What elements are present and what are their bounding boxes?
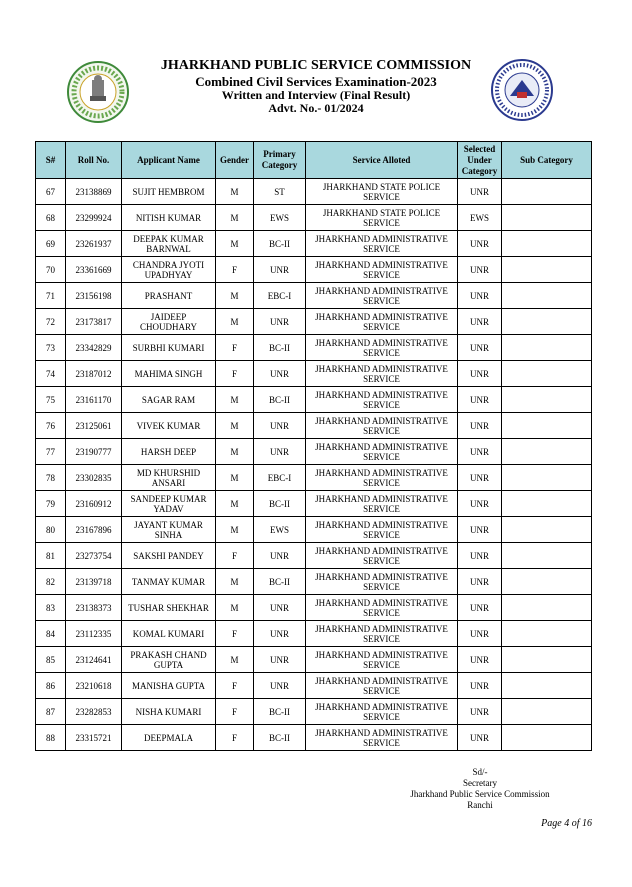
table-cell (502, 205, 592, 231)
table-cell: 23173817 (66, 309, 122, 335)
table-row (36, 309, 592, 335)
table-row (36, 335, 592, 361)
column-header: S# (36, 142, 66, 179)
table-cell (502, 647, 592, 673)
table-cell: F (216, 699, 254, 725)
table-row (36, 647, 592, 673)
table-cell: UNR (458, 335, 502, 361)
signatory-place: Ranchi (467, 800, 493, 810)
table-cell: BC-II (254, 491, 306, 517)
table-cell: 79 (36, 491, 66, 517)
table-cell: M (216, 309, 254, 335)
table-cell: 78 (36, 465, 66, 491)
table-cell: 23160912 (66, 491, 122, 517)
table-cell: 23282853 (66, 699, 122, 725)
table-cell: TUSHAR SHEKHAR (122, 595, 216, 621)
table-row (36, 621, 592, 647)
table-cell: M (216, 413, 254, 439)
table-cell: NITISH KUMAR (122, 205, 216, 231)
table-cell: M (216, 569, 254, 595)
table-cell: BC-II (254, 231, 306, 257)
commission-title: JHARKHAND PUBLIC SERVICE COMMISSION (160, 58, 472, 73)
table-cell: 23210618 (66, 673, 122, 699)
table-cell: 23273754 (66, 543, 122, 569)
signatory-org: Jharkhand Public Service Commission (410, 789, 550, 799)
table-cell (502, 413, 592, 439)
table-cell: M (216, 595, 254, 621)
table-cell (502, 465, 592, 491)
table-cell: ST (254, 179, 306, 205)
signature-block (380, 767, 580, 811)
table-cell: HARSH DEEP (122, 439, 216, 465)
table-cell: JHARKHAND ADMINISTRATIVE SERVICE (306, 283, 458, 309)
table-cell: 23190777 (66, 439, 122, 465)
table-cell: UNR (458, 491, 502, 517)
table-cell (502, 699, 592, 725)
table-cell (502, 361, 592, 387)
table-row (36, 231, 592, 257)
table-cell: JHARKHAND ADMINISTRATIVE SERVICE (306, 647, 458, 673)
table-cell: 82 (36, 569, 66, 595)
table-cell: 23299924 (66, 205, 122, 231)
table-cell: 69 (36, 231, 66, 257)
table-cell: M (216, 647, 254, 673)
table-cell: EBC-I (254, 283, 306, 309)
table-row (36, 439, 592, 465)
table-cell: 68 (36, 205, 66, 231)
table-row (36, 413, 592, 439)
table-cell: UNR (254, 257, 306, 283)
sd-mark: Sd/- (472, 767, 488, 777)
table-cell: JHARKHAND ADMINISTRATIVE SERVICE (306, 543, 458, 569)
table-cell: 23315721 (66, 725, 122, 751)
table-cell: UNR (458, 543, 502, 569)
table-cell: BC-II (254, 387, 306, 413)
table-cell: UNR (254, 543, 306, 569)
table-cell: 84 (36, 621, 66, 647)
column-header: Gender (216, 142, 254, 179)
table-cell: JHARKHAND ADMINISTRATIVE SERVICE (306, 439, 458, 465)
table-cell: JHARKHAND ADMINISTRATIVE SERVICE (306, 335, 458, 361)
table-cell: 75 (36, 387, 66, 413)
table-cell: BC-II (254, 699, 306, 725)
table-cell: 73 (36, 335, 66, 361)
table-cell: 23361669 (66, 257, 122, 283)
table-cell: BC-II (254, 335, 306, 361)
table-cell: SAGAR RAM (122, 387, 216, 413)
table-cell: UNR (254, 647, 306, 673)
table-cell: DEEPMALA (122, 725, 216, 751)
table-cell: JHARKHAND ADMINISTRATIVE SERVICE (306, 465, 458, 491)
table-cell (502, 517, 592, 543)
table-cell: 23167896 (66, 517, 122, 543)
table-cell: VIVEK KUMAR (122, 413, 216, 439)
table-cell: JHARKHAND ADMINISTRATIVE SERVICE (306, 257, 458, 283)
result-table (35, 141, 592, 751)
table-body (36, 179, 592, 751)
table-cell: F (216, 725, 254, 751)
table-cell: 23261937 (66, 231, 122, 257)
table-cell: UNR (254, 673, 306, 699)
table-cell: UNR (458, 309, 502, 335)
page-number: Page 4 of 16 (541, 818, 592, 829)
table-cell: SURBHI KUMARI (122, 335, 216, 361)
table-cell: CHANDRA JYOTI UPADHYAY (122, 257, 216, 283)
table-cell: 23139718 (66, 569, 122, 595)
table-cell: M (216, 439, 254, 465)
table-cell: F (216, 257, 254, 283)
table-cell: UNR (458, 621, 502, 647)
table-cell: F (216, 621, 254, 647)
signatory-designation: Secretary (463, 778, 497, 788)
table-cell: 88 (36, 725, 66, 751)
table-cell: UNR (458, 569, 502, 595)
table-cell: JHARKHAND ADMINISTRATIVE SERVICE (306, 517, 458, 543)
table-cell: M (216, 491, 254, 517)
document-header (0, 58, 632, 115)
table-cell (502, 309, 592, 335)
table-cell: KOMAL KUMARI (122, 621, 216, 647)
table-cell: 81 (36, 543, 66, 569)
column-header: Selected Under Category (458, 142, 502, 179)
table-cell: 80 (36, 517, 66, 543)
table-cell: BC-II (254, 569, 306, 595)
table-row (36, 569, 592, 595)
table-cell: EWS (458, 205, 502, 231)
table-cell: UNR (458, 439, 502, 465)
result-subtitle: Written and Interview (Final Result) (221, 88, 411, 102)
table-cell: 23302835 (66, 465, 122, 491)
table-cell: M (216, 231, 254, 257)
table-cell: MD KHURSHID ANSARI (122, 465, 216, 491)
table-cell: UNR (458, 179, 502, 205)
table-row (36, 465, 592, 491)
table-row (36, 491, 592, 517)
exam-title: Combined Civil Services Examination-2023 (195, 74, 437, 89)
table-cell: UNR (458, 673, 502, 699)
table-cell: JHARKHAND ADMINISTRATIVE SERVICE (306, 699, 458, 725)
table-header-row (36, 142, 592, 179)
table-cell (502, 439, 592, 465)
table-cell (502, 179, 592, 205)
table-row (36, 595, 592, 621)
table-row (36, 725, 592, 751)
table-cell: 23187012 (66, 361, 122, 387)
table-cell: MAHIMA SINGH (122, 361, 216, 387)
table-cell: MANISHA GUPTA (122, 673, 216, 699)
table-cell: SAKSHI PANDEY (122, 543, 216, 569)
table-row (36, 179, 592, 205)
table-cell: UNR (254, 309, 306, 335)
table-cell: JHARKHAND ADMINISTRATIVE SERVICE (306, 231, 458, 257)
column-header: Roll No. (66, 142, 122, 179)
table-cell: EWS (254, 517, 306, 543)
table-cell: UNR (254, 361, 306, 387)
table-cell: 23138373 (66, 595, 122, 621)
table-cell: UNR (458, 595, 502, 621)
table-cell: F (216, 335, 254, 361)
table-row (36, 387, 592, 413)
table-cell: F (216, 543, 254, 569)
table-cell: 87 (36, 699, 66, 725)
table-cell: EBC-I (254, 465, 306, 491)
table-row (36, 283, 592, 309)
table-cell: 86 (36, 673, 66, 699)
table-cell: JHARKHAND ADMINISTRATIVE SERVICE (306, 673, 458, 699)
table-cell: SUJIT HEMBROM (122, 179, 216, 205)
column-header: Sub Category (502, 142, 592, 179)
table-cell: SANDEEP KUMAR YADAV (122, 491, 216, 517)
table-cell (502, 673, 592, 699)
table-cell (502, 257, 592, 283)
table-cell: UNR (458, 699, 502, 725)
table-cell: 23138869 (66, 179, 122, 205)
table-cell: UNR (458, 257, 502, 283)
table-row (36, 257, 592, 283)
table-row (36, 699, 592, 725)
table-cell: JHARKHAND ADMINISTRATIVE SERVICE (306, 413, 458, 439)
table-row (36, 543, 592, 569)
table-cell: NISHA KUMARI (122, 699, 216, 725)
table-cell: JHARKHAND ADMINISTRATIVE SERVICE (306, 387, 458, 413)
table-cell: 76 (36, 413, 66, 439)
table-cell: BC-II (254, 725, 306, 751)
table-cell: UNR (458, 387, 502, 413)
table-cell: F (216, 673, 254, 699)
table-cell (502, 491, 592, 517)
table-cell: JHARKHAND ADMINISTRATIVE SERVICE (306, 491, 458, 517)
table-cell: UNR (458, 725, 502, 751)
table-cell: 23161170 (66, 387, 122, 413)
table-cell: UNR (458, 231, 502, 257)
table-cell: UNR (458, 647, 502, 673)
table-cell (502, 335, 592, 361)
table-cell: JHARKHAND ADMINISTRATIVE SERVICE (306, 361, 458, 387)
table-cell: 71 (36, 283, 66, 309)
table-cell: JHARKHAND ADMINISTRATIVE SERVICE (306, 595, 458, 621)
table-row (36, 673, 592, 699)
table-cell: 23156198 (66, 283, 122, 309)
table-cell: F (216, 361, 254, 387)
table-cell (502, 283, 592, 309)
table-cell: M (216, 517, 254, 543)
table-cell: UNR (458, 413, 502, 439)
column-header: Primary Category (254, 142, 306, 179)
table-cell: M (216, 205, 254, 231)
table-cell: M (216, 387, 254, 413)
table-cell: UNR (254, 621, 306, 647)
table-cell (502, 387, 592, 413)
table-cell: M (216, 283, 254, 309)
column-header: Service Alloted (306, 142, 458, 179)
table-cell: 83 (36, 595, 66, 621)
table-cell: TANMAY KUMAR (122, 569, 216, 595)
table-cell: 85 (36, 647, 66, 673)
table-cell (502, 595, 592, 621)
table-cell: UNR (458, 517, 502, 543)
table-cell: 23124641 (66, 647, 122, 673)
table-cell (502, 621, 592, 647)
table-cell: JAIDEEP CHOUDHARY (122, 309, 216, 335)
table-cell: JHARKHAND ADMINISTRATIVE SERVICE (306, 309, 458, 335)
table-cell: UNR (458, 283, 502, 309)
table-row (36, 517, 592, 543)
table-cell: UNR (458, 465, 502, 491)
table-cell: JHARKHAND STATE POLICE SERVICE (306, 179, 458, 205)
table-cell: JHARKHAND ADMINISTRATIVE SERVICE (306, 621, 458, 647)
table-cell: 23125061 (66, 413, 122, 439)
table-cell: UNR (458, 361, 502, 387)
table-cell: 77 (36, 439, 66, 465)
table-cell: PRAKASH CHAND GUPTA (122, 647, 216, 673)
table-cell: UNR (254, 413, 306, 439)
table-cell: 72 (36, 309, 66, 335)
table-cell (502, 725, 592, 751)
table-cell: JHARKHAND ADMINISTRATIVE SERVICE (306, 725, 458, 751)
table-cell: 67 (36, 179, 66, 205)
table-cell (502, 569, 592, 595)
column-header: Applicant Name (122, 142, 216, 179)
table-cell (502, 231, 592, 257)
table-cell: JHARKHAND STATE POLICE SERVICE (306, 205, 458, 231)
table-cell: JAYANT KUMAR SINHA (122, 517, 216, 543)
table-row (36, 205, 592, 231)
advt-number: Advt. No.- 01/2024 (268, 101, 364, 115)
table-cell: DEEPAK KUMAR BARNWAL (122, 231, 216, 257)
table-cell: M (216, 465, 254, 491)
table-cell: 23342829 (66, 335, 122, 361)
table-cell: M (216, 179, 254, 205)
table-cell: 74 (36, 361, 66, 387)
table-cell: EWS (254, 205, 306, 231)
table-row (36, 361, 592, 387)
table-cell: UNR (254, 439, 306, 465)
table-cell: PRASHANT (122, 283, 216, 309)
table-cell: JHARKHAND ADMINISTRATIVE SERVICE (306, 569, 458, 595)
table-cell (502, 543, 592, 569)
table-cell: 70 (36, 257, 66, 283)
table-cell: UNR (254, 595, 306, 621)
table-cell: 23112335 (66, 621, 122, 647)
